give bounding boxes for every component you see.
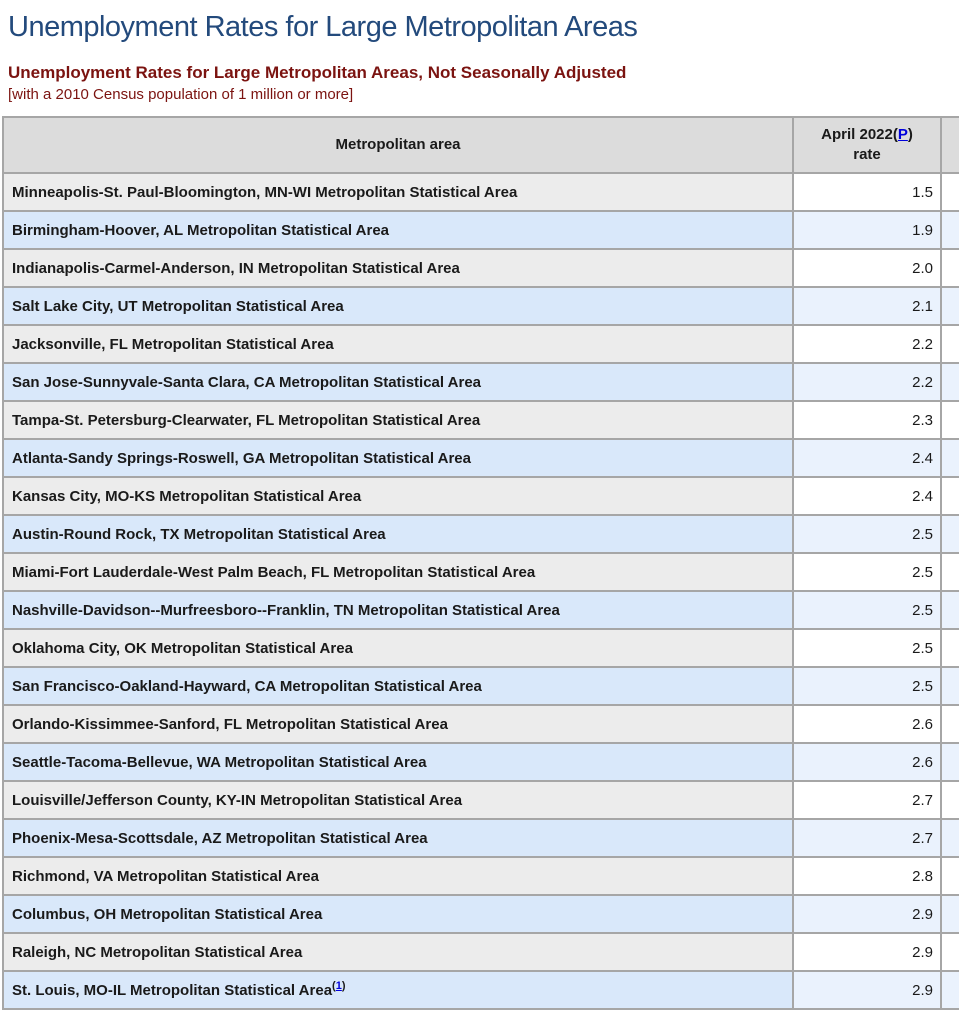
rate-cell: 2.2	[793, 363, 941, 401]
metro-area-cell	[3, 781, 793, 819]
metro-area-label: Orlando-Kissimmee-Sanford, FL Metropolitan Statistical Area	[12, 715, 448, 733]
metro-area-label: Phoenix-Mesa-Scottsdale, AZ Metropolitan Statistical Area	[12, 829, 428, 847]
rate-cell: 2.5	[793, 591, 941, 629]
rate-header-prefix: April 2022(	[821, 126, 898, 143]
table-title: Unemployment Rates for Large Metropolitan Areas, Not Seasonally Adjusted	[8, 63, 627, 82]
table-row	[3, 363, 959, 401]
next-cell-cutoff	[941, 971, 959, 1009]
metro-area-cell	[3, 325, 793, 363]
next-cell-cutoff	[941, 211, 959, 249]
metro-area-label: Seattle-Tacoma-Bellevue, WA Metropolitan Statistical Area	[12, 753, 427, 771]
rate-cell: 2.6	[793, 705, 941, 743]
table-row	[3, 439, 959, 477]
metro-area-label: Atlanta-Sandy Springs-Roswell, GA Metropolitan Statistical Area	[12, 449, 471, 467]
metro-area-cell	[3, 705, 793, 743]
metro-area-cell	[3, 743, 793, 781]
table-header-row	[3, 117, 959, 173]
metro-area-label: Richmond, VA Metropolitan Statistical Area	[12, 867, 319, 885]
next-column-header-cutoff	[941, 117, 959, 173]
next-cell-cutoff	[941, 857, 959, 895]
next-cell-cutoff	[941, 477, 959, 515]
table-row	[3, 591, 959, 629]
page-title: Unemployment Rates for Large Metropolitan Areas	[8, 11, 638, 43]
metro-area-cell	[3, 363, 793, 401]
rate-cell: 2.5	[793, 553, 941, 591]
metro-area-cell	[3, 173, 793, 211]
next-cell-cutoff	[941, 287, 959, 325]
table-row	[3, 401, 959, 439]
next-cell-cutoff	[941, 667, 959, 705]
rate-cell: 2.7	[793, 781, 941, 819]
table-row	[3, 705, 959, 743]
table-row	[3, 971, 959, 1009]
metro-area-label: Kansas City, MO-KS Metropolitan Statistical Area	[12, 487, 362, 505]
next-cell-cutoff	[941, 933, 959, 971]
rate-cell: 2.9	[793, 895, 941, 933]
next-cell-cutoff	[941, 401, 959, 439]
next-cell-cutoff	[941, 515, 959, 553]
metro-area-label: Minneapolis-St. Paul-Bloomington, MN-WI Metropolitan Statistical Area	[12, 183, 518, 201]
next-cell-cutoff	[941, 895, 959, 933]
metro-area-label: Columbus, OH Metropolitan Statistical Area	[12, 905, 323, 923]
table-row	[3, 933, 959, 971]
table-note: [with a 2010 Census population of 1 million or more]	[8, 86, 354, 103]
metro-area-label: Indianapolis-Carmel-Anderson, IN Metropolitan Statistical Area	[12, 259, 460, 277]
preliminary-footnote-link[interactable]: P	[897, 126, 908, 143]
metro-area-label: Tampa-St. Petersburg-Clearwater, FL Metropolitan Statistical Area	[12, 411, 481, 429]
table-row	[3, 477, 959, 515]
metro-area-label: Oklahoma City, OK Metropolitan Statistical Area	[12, 639, 353, 657]
metro-area-cell	[3, 971, 793, 1009]
next-cell-cutoff	[941, 743, 959, 781]
metro-area-label: Jacksonville, FL Metropolitan Statistical Area	[12, 335, 334, 353]
footnote-link[interactable]: 1	[335, 979, 342, 992]
table-row	[3, 325, 959, 363]
rate-cell: 2.2	[793, 325, 941, 363]
metro-area-cell	[3, 401, 793, 439]
rate-cell: 1.9	[793, 211, 941, 249]
rate-header-suffix: )	[907, 126, 913, 143]
next-cell-cutoff	[941, 363, 959, 401]
table-row	[3, 287, 959, 325]
next-cell-cutoff	[941, 173, 959, 211]
rate-cell: 2.4	[793, 439, 941, 477]
rate-cell: 2.9	[793, 933, 941, 971]
next-cell-cutoff	[941, 591, 959, 629]
metro-area-cell	[3, 249, 793, 287]
metro-area-label: San Jose-Sunnyvale-Santa Clara, CA Metropolitan Statistical Area	[12, 373, 482, 391]
table-row	[3, 211, 959, 249]
rate-cell: 1.5	[793, 173, 941, 211]
rate-cell: 2.5	[793, 515, 941, 553]
table-row	[3, 857, 959, 895]
metro-area-label: St. Louis, MO-IL Metropolitan Statistical Area	[12, 981, 333, 999]
table-row	[3, 629, 959, 667]
metro-area-cell	[3, 439, 793, 477]
rate-cell: 2.8	[793, 857, 941, 895]
metro-area-cell	[3, 591, 793, 629]
footnote-marker: (1)	[332, 979, 346, 992]
metro-area-cell	[3, 553, 793, 591]
metro-area-cell	[3, 477, 793, 515]
metro-area-label: Birmingham-Hoover, AL Metropolitan Statistical Area	[12, 221, 390, 239]
metro-area-label: Miami-Fort Lauderdale-West Palm Beach, FL Metropolitan Statistical Area	[12, 563, 536, 581]
next-cell-cutoff	[941, 249, 959, 287]
metro-area-cell	[3, 629, 793, 667]
next-cell-cutoff	[941, 781, 959, 819]
rate-column-header	[793, 117, 941, 173]
page-root	[0, 8, 959, 1010]
table-row	[3, 249, 959, 287]
next-cell-cutoff	[941, 705, 959, 743]
table-body	[3, 173, 959, 1009]
table-row	[3, 553, 959, 591]
metro-area-cell	[3, 287, 793, 325]
rate-cell: 2.0	[793, 249, 941, 287]
metro-area-cell	[3, 667, 793, 705]
table-row	[3, 895, 959, 933]
metro-area-cell	[3, 819, 793, 857]
rate-cell: 2.6	[793, 743, 941, 781]
next-cell-cutoff	[941, 553, 959, 591]
next-cell-cutoff	[941, 819, 959, 857]
metro-area-label: Salt Lake City, UT Metropolitan Statistical Area	[12, 297, 344, 315]
table-row	[3, 819, 959, 857]
metro-area-cell	[3, 515, 793, 553]
rate-cell: 2.4	[793, 477, 941, 515]
table-row	[3, 173, 959, 211]
metro-column-header: Metropolitan area	[3, 117, 793, 173]
unemployment-rates-table	[2, 116, 959, 1010]
metro-area-cell	[3, 211, 793, 249]
metro-area-cell	[3, 895, 793, 933]
rate-header-line2: rate	[853, 146, 881, 163]
metro-area-label: Louisville/Jefferson County, KY-IN Metropolitan Statistical Area	[12, 791, 463, 809]
next-cell-cutoff	[941, 629, 959, 667]
table-row	[3, 667, 959, 705]
metro-area-label: Austin-Round Rock, TX Metropolitan Statistical Area	[12, 525, 386, 543]
metro-area-label: Raleigh, NC Metropolitan Statistical Area	[12, 943, 303, 961]
metro-area-cell	[3, 933, 793, 971]
rate-header-line1	[821, 126, 913, 143]
table-row	[3, 515, 959, 553]
next-cell-cutoff	[941, 325, 959, 363]
metro-area-label: San Francisco-Oakland-Hayward, CA Metropolitan Statistical Area	[12, 677, 482, 695]
rate-cell: 2.5	[793, 629, 941, 667]
rate-cell: 2.5	[793, 667, 941, 705]
rate-cell: 2.1	[793, 287, 941, 325]
rate-cell: 2.3	[793, 401, 941, 439]
metro-area-label: Nashville-Davidson--Murfreesboro--Franklin, TN Metropolitan Statistical Area	[12, 601, 560, 619]
table-row	[3, 743, 959, 781]
rate-cell: 2.7	[793, 819, 941, 857]
rate-cell: 2.9	[793, 971, 941, 1009]
metro-area-cell	[3, 857, 793, 895]
next-cell-cutoff	[941, 439, 959, 477]
table-row	[3, 781, 959, 819]
